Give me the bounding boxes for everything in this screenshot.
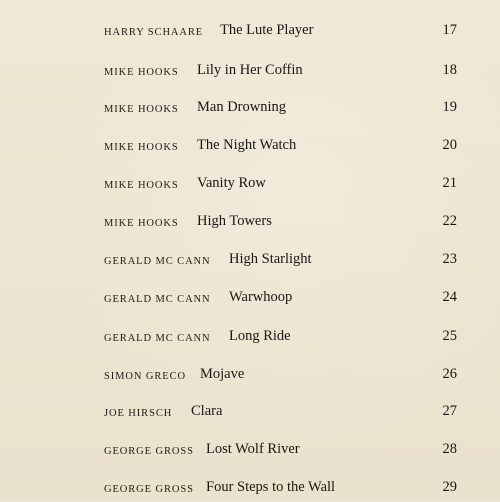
toc-entry — [0, 21, 500, 45]
artwork-title: Mojave — [200, 366, 245, 382]
page-number: 27 — [442, 403, 457, 419]
page-number: 24 — [442, 289, 457, 305]
artwork-title: Lost Wolf River — [206, 441, 300, 457]
page-number: 23 — [442, 251, 457, 267]
artist-name: GERALD MC CANN — [104, 333, 211, 344]
toc-entry — [0, 212, 500, 236]
artist-name: GERALD MC CANN — [104, 256, 211, 267]
page-number: 20 — [442, 137, 457, 153]
page-number: 22 — [442, 213, 457, 229]
artist-name: MIKE HOOKS — [104, 67, 179, 78]
toc-entry — [0, 402, 500, 426]
toc-entry — [0, 136, 500, 160]
artwork-title: High Towers — [197, 213, 272, 229]
page-number: 29 — [442, 479, 457, 495]
toc-entry — [0, 365, 500, 389]
page-number: 21 — [442, 175, 457, 191]
toc-entry — [0, 250, 500, 274]
artist-name: MIKE HOOKS — [104, 180, 179, 191]
toc-entry — [0, 174, 500, 198]
artwork-title: Warwhoop — [229, 289, 293, 305]
artist-name: HARRY SCHAARE — [104, 27, 204, 38]
toc-entry — [0, 327, 500, 351]
artwork-title: Clara — [191, 403, 223, 419]
artist-name: MIKE HOOKS — [104, 142, 179, 153]
artwork-title: The Night Watch — [197, 137, 297, 153]
artist-name: MIKE HOOKS — [104, 104, 179, 115]
artwork-title: High Starlight — [229, 251, 312, 267]
page-number: 17 — [442, 22, 457, 38]
page-number: 25 — [442, 328, 457, 344]
page-number: 26 — [442, 366, 457, 382]
artwork-title: Man Drowning — [197, 99, 287, 115]
artist-name: JOE HIRSCH — [104, 408, 173, 419]
toc-entry — [0, 98, 500, 122]
toc-entry — [0, 288, 500, 312]
toc-entry — [0, 478, 500, 502]
page-number: 18 — [442, 62, 457, 78]
artist-name: GEORGE GROSS — [104, 484, 194, 495]
artwork-title: Four Steps to the Wall — [206, 479, 336, 495]
artwork-title: Vanity Row — [197, 175, 266, 191]
artist-name: SIMON GRECO — [104, 371, 186, 382]
artwork-title: Long Ride — [229, 328, 291, 344]
page-number: 19 — [442, 99, 457, 115]
toc-entry — [0, 61, 500, 85]
artist-name: GERALD MC CANN — [104, 294, 211, 305]
page-number: 28 — [442, 441, 457, 457]
artwork-title: The Lute Player — [220, 22, 314, 38]
artist-name: GEORGE GROSS — [104, 446, 194, 457]
artist-name: MIKE HOOKS — [104, 218, 179, 229]
toc-entry — [0, 440, 500, 464]
artwork-title: Lily in Her Coffin — [197, 62, 303, 78]
